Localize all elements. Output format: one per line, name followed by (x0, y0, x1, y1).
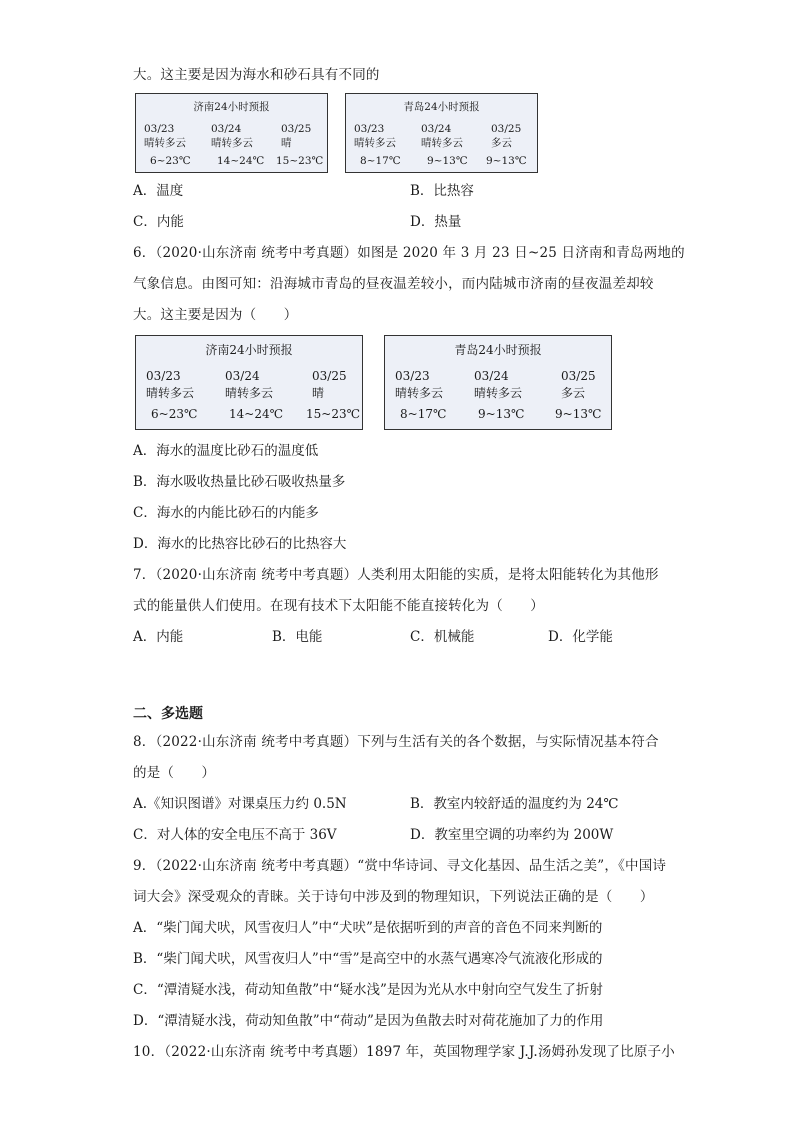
forecast-day: 03/24 晴转多云 9~13℃ (474, 369, 525, 421)
q6-stem-line: 6．（2020·山东济南 统考中考真题）如图是 2020 年 3 月 23 日~25 日济南和青岛两地的 (133, 245, 685, 261)
forecast-day: 03/25 晴 15~23℃ (306, 369, 361, 421)
option-a: A．内能 (133, 629, 184, 645)
q9-stem-line: 词大会》深受观众的青睐。关于诗句中涉及到的物理知识，下列说法正确的是（ ） (133, 889, 654, 905)
forecast-title: 济南24小时预报 (193, 101, 270, 113)
q6-stem-line: 气象信息。由图可知：沿海城市青岛的昼夜温差较小，而内陆城市济南的昼夜温差却较 (133, 276, 654, 292)
option-b: B．教室内较舒适的温度约为 24℃ (410, 796, 619, 812)
forecast-day: 03/25 多云 9~13℃ (486, 123, 527, 167)
q9-stem-line: 9．（2022·山东济南 统考中考真题）“赏中华诗词、寻文化基因、品生活之美”，《中国诗 (133, 858, 667, 874)
option-b: B．海水吸收热量比砂石吸收热量多 (133, 474, 346, 490)
q5-stem-tail: 大。这主要是因为海水和砂石具有不同的 (133, 67, 380, 83)
forecast-day: 03/23 晴转多云 6~23℃ (146, 369, 198, 421)
q7-stem-line: 式的能量供人们使用。在现有技术下太阳能不能直接转化为（ ） (133, 598, 544, 614)
forecast-day: 03/24 晴转多云 14~24℃ (225, 369, 284, 421)
forecast-title: 青岛24小时预报 (454, 343, 542, 357)
q8-stem-line: 的是（ ） (133, 765, 216, 781)
option-c: C．机械能 (410, 629, 475, 645)
forecast-qingdao-small (345, 93, 538, 173)
forecast-qingdao-large (384, 335, 612, 430)
forecast-day: 03/24 晴转多云 14~24℃ (211, 123, 265, 167)
option-a: A．温度 (133, 183, 184, 199)
q7-stem-line: 7．（2020·山东济南 统考中考真题）人类利用太阳能的实质，是将太阳能转化为其他形 (133, 567, 659, 583)
q6-stem-line: 大。这主要是因为（ ） (133, 307, 298, 323)
option-a: A．海水的温度比砂石的温度低 (133, 443, 319, 459)
forecast-day: 03/24 晴转多云 9~13℃ (421, 123, 468, 167)
option-d: D．“潭清疑水浅，荷动知鱼散”中“荷动”是因为鱼散去时对荷花施加了力的作用 (133, 1013, 604, 1029)
option-c: C．海水的内能比砂石的内能多 (133, 505, 319, 521)
forecast-jinan-large (135, 335, 363, 430)
q10-stem-line: 10．（2022·山东济南 统考中考真题）1897 年，英国物理学家 J.J.汤姆孙发现了比原子小 (133, 1044, 675, 1060)
forecast-day: 03/23 晴转多云 8~17℃ (354, 123, 401, 167)
option-c: C．对人体的安全电压不高于 36V (133, 827, 337, 843)
option-d: D．教室里空调的功率约为 200W (410, 827, 614, 843)
forecast-day: 03/25 晴 15~23℃ (276, 123, 324, 167)
option-b: B．电能 (272, 629, 323, 645)
forecast-title: 济南24小时预报 (205, 343, 293, 357)
section-title: 二、多选题 (133, 706, 203, 722)
option-a: A．“柴门闻犬吠，风雪夜归人”中“犬吠”是依据听到的声音的音色不同来判断的 (133, 920, 603, 936)
option-d: D．热量 (410, 214, 462, 230)
forecast-day: 03/25 多云 9~13℃ (555, 369, 602, 421)
option-d: D．海水的比热容比砂石的比热容大 (133, 536, 347, 552)
option-b: B．比热容 (410, 183, 474, 199)
option-c: C．内能 (133, 214, 184, 230)
q8-stem-line: 8．（2022·山东济南 统考中考真题）下列与生活有关的各个数据，与实际情况基本符合 (133, 734, 659, 750)
option-d: D．化学能 (548, 629, 613, 645)
forecast-day: 03/23 晴转多云 6~23℃ (144, 123, 191, 167)
forecast-title: 青岛24小时预报 (403, 101, 480, 113)
option-c: C．“潭清疑水浅，荷动知鱼散”中“疑水浅”是因为光从水中射向空气发生了折射 (133, 982, 603, 998)
forecast-day: 03/23 晴转多云 8~17℃ (395, 369, 447, 421)
option-b: B．“柴门闻犬吠，风雪夜归人”中“雪”是高空中的水蒸气遇寒冷气流液化形成的 (133, 951, 603, 967)
option-a: A.《知识图谱》对课桌压力约 0.5N (133, 796, 347, 812)
forecast-jinan-small (135, 93, 328, 173)
